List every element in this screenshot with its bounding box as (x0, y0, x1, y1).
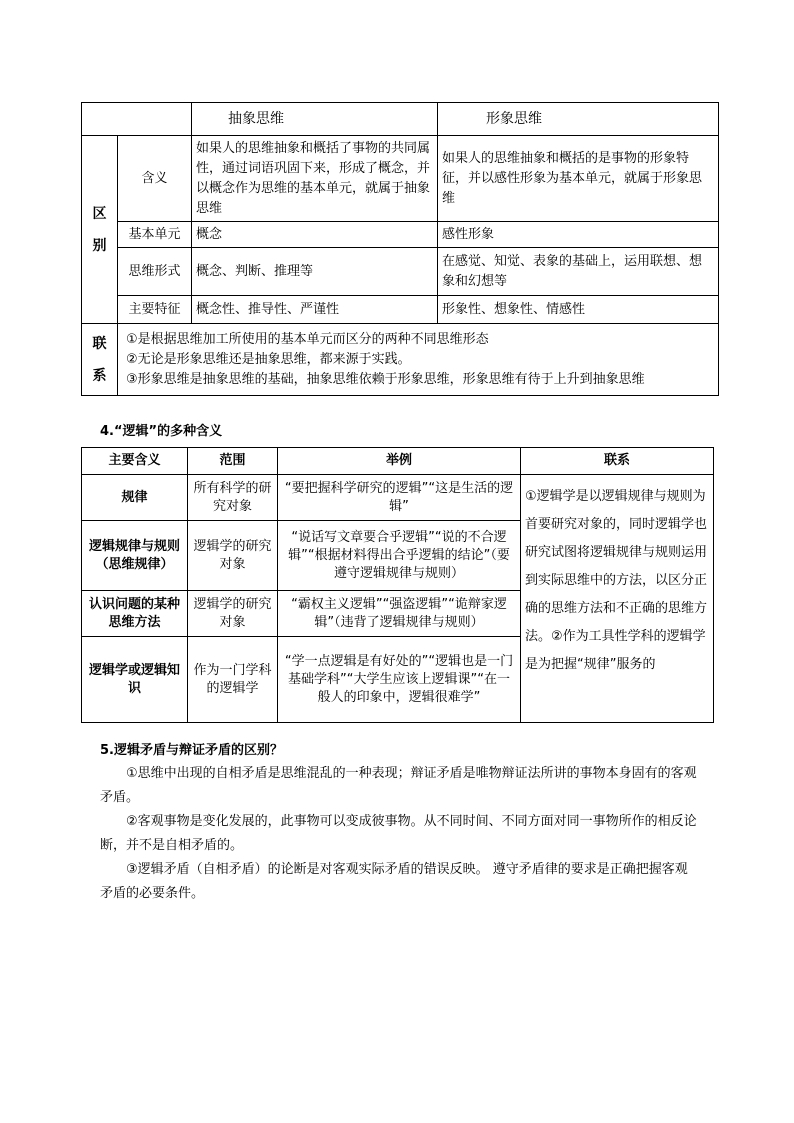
row-label: 含义 (118, 136, 192, 222)
header-empty-cell (82, 103, 192, 136)
row-label: 思维形式 (118, 248, 192, 296)
section-heading-5: 5.逻辑矛盾与辩证矛盾的区别？ (100, 743, 283, 758)
image-cell: 形象性、想象性、情感性 (438, 296, 719, 324)
scope-cell: 逻辑学的研究对象 (188, 591, 278, 637)
scope-cell: 所有科学的研究对象 (188, 475, 278, 521)
table-row (82, 222, 719, 248)
abstract-cell: 如果人的思维抽象和概括了事物的共同属性，通过词语巩固下来，形成了概念，并以概念作为思维的基本单元，就属于抽象思维 (192, 136, 438, 222)
header-abstract: 抽象思维 (192, 103, 438, 136)
difference-label: 区 别 (82, 136, 118, 324)
example-cell: “学一点逻辑是有好处的”“逻辑也是一门基础学科”“大学生应该上逻辑课”“在一般人的印象中，逻辑很难学” (278, 637, 521, 723)
scope-cell: 作为一门学科的逻辑学 (188, 637, 278, 723)
paragraph: ③逻辑矛盾（自相矛盾）的论断是对客观实际矛盾的错误反映。 遵守矛盾律的要求是正确把握客观矛盾的必要条件。 (100, 862, 688, 901)
table-row (82, 248, 719, 296)
paragraph: ②客观事物是变化发展的，此事物可以变成彼事物。从不同时间、不同方面对同一事物所作的相反论断，并不是自相矛盾的。 (100, 814, 697, 853)
relation-item: ②无论是形象思维还是抽象思维，都来源于实践。 (126, 351, 411, 367)
thinking-comparison-table (81, 102, 719, 396)
table-row (82, 136, 719, 222)
col-header-example: 举例 (278, 448, 521, 475)
table-row (82, 475, 714, 521)
relation-content (118, 324, 719, 396)
table-header-row (82, 103, 719, 136)
relation-item: ①是根据思维加工所使用的基本单元而区分的两种不同思维形态 (126, 331, 489, 347)
table-row (82, 296, 719, 324)
col-header-scope: 范围 (188, 448, 278, 475)
col-header-meaning: 主要含义 (82, 448, 188, 475)
example-cell: “说话写文章要合乎逻辑”“说的不合逻辑”“根据材料得出合乎逻辑的结论”（要遵守逻辑规律与规则） (278, 521, 521, 591)
image-cell: 在感觉、知觉、表象的基础上，运用联想、想象和幻想等 (438, 248, 719, 296)
section-heading-4: 4.“逻辑”的多种含义 (100, 424, 223, 439)
meaning-cell: 规律 (82, 475, 188, 521)
meaning-cell: 逻辑学或逻辑知识 (82, 637, 188, 723)
scope-cell: 逻辑学的研究对象 (188, 521, 278, 591)
row-label: 主要特征 (118, 296, 192, 324)
relation-label: 联 系 (82, 324, 118, 396)
table-header-row (82, 448, 714, 475)
relation-cell: ①逻辑学是以逻辑规律与规则为首要研究对象的，同时逻辑学也研究试图将逻辑规律与规则运用到实际思维中的方法，以区分正确的思维方法和不正确的思维方法。②作为工具性学科的逻辑学是为把握“规律”服务的 (521, 475, 714, 723)
logic-meanings-table (81, 447, 714, 723)
image-cell: 如果人的思维抽象和概括的是事物的形象特征，并以感性形象为基本单元，就属于形象思维 (438, 136, 719, 222)
example-cell: “要把握科学研究的逻辑”“这是生活的逻辑” (278, 475, 521, 521)
relation-row (82, 324, 719, 396)
col-header-relation: 联系 (521, 448, 714, 475)
abstract-cell: 概念、判断、推理等 (192, 248, 438, 296)
row-label: 基本单元 (118, 222, 192, 248)
meaning-cell: 逻辑规律与规则（思维规律） (82, 521, 188, 591)
relation-item: ③形象思维是抽象思维的基础，抽象思维依赖于形象思维，形象思维有待于上升到抽象思维 (126, 371, 645, 387)
paragraph: ①思维中出现的自相矛盾是思维混乱的一种表现；辩证矛盾是唯物辩证法所讲的事物本身固有的客观矛盾。 (100, 766, 697, 805)
abstract-cell: 概念性、推导性、严谨性 (192, 296, 438, 324)
example-cell: “霸权主义逻辑”“强盗逻辑”“诡辩家逻辑”（违背了逻辑规律与规则） (278, 591, 521, 637)
image-cell: 感性形象 (438, 222, 719, 248)
header-image: 形象思维 (438, 103, 719, 136)
abstract-cell: 概念 (192, 222, 438, 248)
meaning-cell: 认识问题的某种思维方法 (82, 591, 188, 637)
